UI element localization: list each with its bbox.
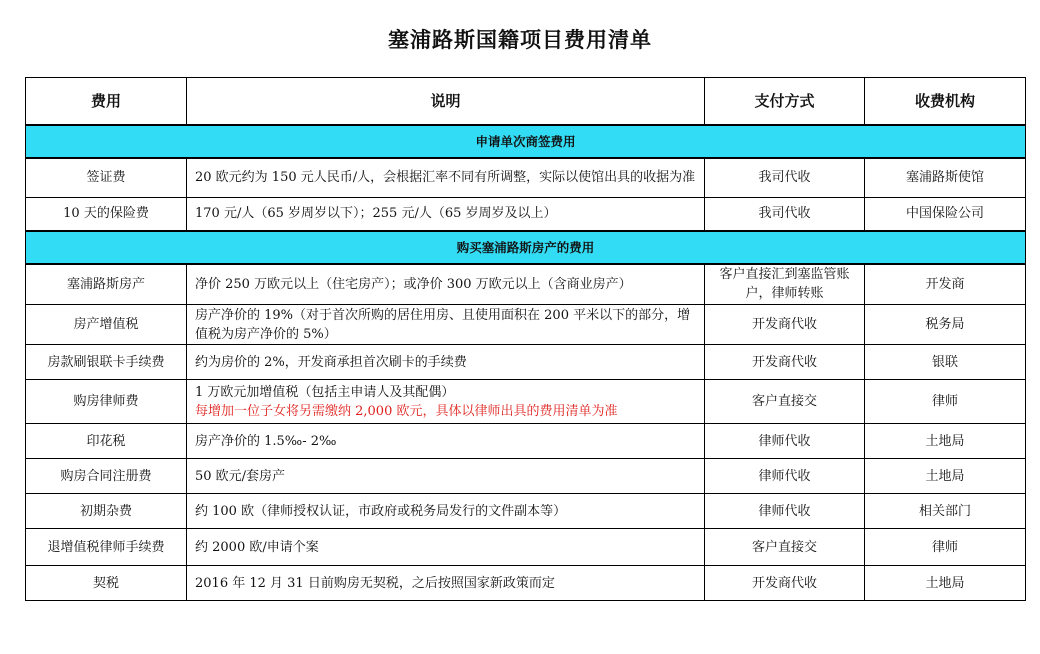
fee-cell: 塞浦路斯房产 (26, 264, 187, 305)
org-cell: 土地局 (865, 459, 1026, 494)
desc-cell (187, 158, 705, 198)
section-row (26, 125, 1026, 158)
page-title: 塞浦路斯国籍项目费用清单 (388, 28, 652, 52)
desc-cell (187, 198, 705, 231)
table-row (26, 380, 1026, 424)
desc-note-red: 每增加一位子女将另需缴纳 2,000 欧元，具体以律师出具的费用清单为准 (195, 403, 618, 419)
org-cell: 土地局 (865, 424, 1026, 459)
desc-text: 约 2000 欧/申请个案 (195, 539, 319, 555)
fee-cell: 购房律师费 (26, 380, 187, 424)
payment-cell: 开发商代收 (705, 345, 865, 380)
payment-cell: 客户直接交 (705, 529, 865, 566)
org-cell: 银联 (865, 345, 1026, 380)
org-cell: 中国保险公司 (865, 198, 1026, 231)
fee-table (25, 77, 1026, 601)
desc-cell (187, 345, 705, 380)
payment-cell: 律师代收 (705, 494, 865, 529)
table-row (26, 494, 1026, 529)
header-payment: 支付方式 (705, 78, 865, 125)
table-row (26, 198, 1026, 231)
desc-cell (187, 566, 705, 601)
fee-cell: 房产增值税 (26, 305, 187, 345)
section-title: 申请单次商签费用 (26, 125, 1026, 158)
fee-cell: 印花税 (26, 424, 187, 459)
table-row (26, 529, 1026, 566)
desc-text: 约 100 欧（律师授权认证，市政府或税务局发行的文件副本等） (195, 503, 567, 519)
section-title: 购买塞浦路斯房产的费用 (26, 231, 1026, 264)
desc-text: 净价 250 万欧元以上（住宅房产）；或净价 300 万欧元以上（含商业房产） (195, 276, 632, 292)
desc-cell (187, 459, 705, 494)
desc-text: 20 欧元约为 150 元人民币/人，会根据汇率不同有所调整，实际以使馆出具的收据为准 (195, 170, 696, 186)
table-body (26, 125, 1026, 601)
desc-cell (187, 264, 705, 305)
org-cell: 律师 (865, 380, 1026, 424)
fee-cell: 契税 (26, 566, 187, 601)
fee-cell: 签证费 (26, 158, 187, 198)
desc-cell (187, 424, 705, 459)
desc-text: 2016 年 12 月 31 日前购房无契税，之后按照国家新政策而定 (195, 575, 555, 591)
org-cell: 塞浦路斯使馆 (865, 158, 1026, 198)
desc-text: 房产净价的 1.5‰- 2‰ (195, 433, 337, 449)
table-row (26, 345, 1026, 380)
desc-text: 约为房价的 2%，开发商承担首次刷卡的手续费 (195, 354, 467, 370)
table-row (26, 424, 1026, 459)
desc-text: 50 欧元/套房产 (195, 468, 286, 484)
header-org: 收费机构 (865, 78, 1026, 125)
table-header-row (26, 78, 1026, 125)
desc-cell (187, 529, 705, 566)
table-row (26, 264, 1026, 305)
payment-cell: 开发商代收 (705, 566, 865, 601)
desc-text: 170 元/人（65 岁周岁以下）；255 元/人（65 岁周岁及以上） (195, 206, 557, 222)
fee-cell: 初期杂费 (26, 494, 187, 529)
payment-cell: 我司代收 (705, 198, 865, 231)
org-cell: 相关部门 (865, 494, 1026, 529)
fee-cell: 10 天的保险费 (26, 198, 187, 231)
org-cell: 土地局 (865, 566, 1026, 601)
table-row (26, 305, 1026, 345)
fee-cell: 购房合同注册费 (26, 459, 187, 494)
payment-cell: 律师代收 (705, 459, 865, 494)
table-row (26, 158, 1026, 198)
desc-cell (187, 380, 705, 424)
org-cell: 税务局 (865, 305, 1026, 345)
section-row (26, 231, 1026, 264)
desc-text: 房产净价的 19%（对于首次所购的居住用房、且使用面积在 200 平米以下的部分，增值税为房产净价的 5%） (195, 307, 691, 342)
payment-cell: 客户直接汇到塞监管账户，律师转账 (705, 264, 865, 305)
fee-cell: 房款刷银联卡手续费 (26, 345, 187, 380)
org-cell: 开发商 (865, 264, 1026, 305)
desc-cell (187, 305, 705, 345)
fee-cell: 退增值税律师手续费 (26, 529, 187, 566)
payment-cell: 律师代收 (705, 424, 865, 459)
table-row (26, 459, 1026, 494)
payment-cell: 开发商代收 (705, 305, 865, 345)
desc-cell (187, 494, 705, 529)
desc-text: 1 万欧元加增值税（包括主申请人及其配偶） (195, 384, 455, 400)
payment-cell: 我司代收 (705, 158, 865, 198)
table-row (26, 566, 1026, 601)
header-fee: 费用 (26, 78, 187, 125)
org-cell: 律师 (865, 529, 1026, 566)
payment-cell: 客户直接交 (705, 380, 865, 424)
header-desc: 说明 (187, 78, 705, 125)
